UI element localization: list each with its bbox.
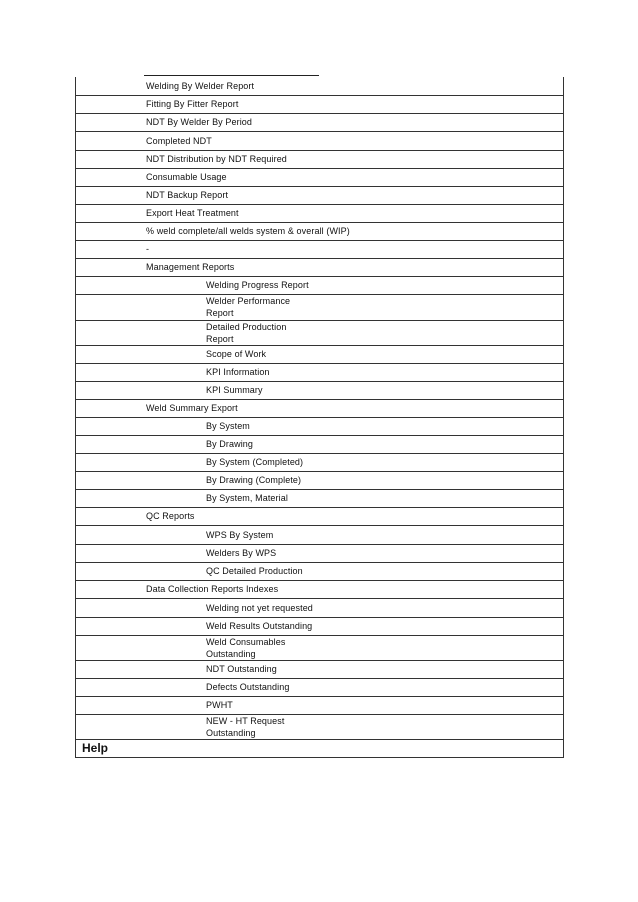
table-row — [75, 618, 564, 636]
help-label[interactable]: Help — [82, 741, 109, 755]
row-label: - — [146, 244, 150, 254]
report-table — [75, 77, 564, 758]
row-label: Fitting By Fitter Report — [146, 99, 239, 109]
row-label: Management Reports — [146, 262, 235, 272]
row-label: NDT Distribution by NDT Required — [146, 154, 287, 164]
table-row — [75, 454, 564, 472]
table-row — [75, 321, 564, 346]
table-row — [75, 277, 564, 295]
row-label: Welding Progress Report — [206, 280, 309, 290]
table-row — [75, 545, 564, 563]
row-label: Data Collection Reports Indexes — [146, 584, 279, 594]
row-label: Welders By WPS — [206, 548, 277, 558]
row-label: Completed NDT — [146, 135, 212, 146]
help-row — [75, 740, 564, 758]
row-label: Scope of Work — [206, 349, 267, 359]
table-row — [75, 697, 564, 715]
row-label: WPS By System — [206, 529, 274, 540]
table-row — [75, 114, 564, 132]
top-rule — [144, 75, 319, 76]
row-label: KPI Information — [206, 367, 270, 377]
row-label: NEW - HT Request Outstanding — [206, 716, 285, 738]
row-label: % weld complete/all welds system & overall (WIP) — [146, 226, 350, 236]
table-row — [75, 661, 564, 679]
row-label: PWHT — [206, 700, 233, 710]
table-row — [75, 636, 564, 661]
table-row — [75, 490, 564, 508]
row-label: By Drawing (Complete) — [206, 475, 302, 485]
row-label: Export Heat Treatment — [146, 208, 239, 218]
row-label: Detailed Production Report — [206, 322, 287, 344]
table-row — [75, 599, 564, 618]
table-row — [75, 96, 564, 114]
table-row — [75, 364, 564, 382]
table-row — [75, 187, 564, 205]
row-label: Defects Outstanding — [206, 682, 290, 692]
table-row — [75, 715, 564, 740]
table-row — [75, 382, 564, 400]
row-label: By System — [206, 421, 250, 431]
table-row — [75, 472, 564, 490]
table-row — [75, 436, 564, 454]
table-row — [75, 679, 564, 697]
table-row — [75, 563, 564, 581]
table-row — [75, 581, 564, 599]
table-row — [75, 259, 564, 277]
table-row — [75, 346, 564, 364]
row-label: Welder Performance Report — [206, 296, 291, 318]
table-row — [75, 508, 564, 526]
row-label: By System (Completed) — [206, 457, 304, 467]
table-row — [75, 205, 564, 223]
row-label: Welding By Welder Report — [146, 80, 255, 91]
row-label: By System, Material — [206, 493, 288, 503]
row-label: QC Detailed Production — [206, 566, 303, 576]
row-label: Weld Consumables Outstanding — [206, 637, 286, 659]
table-row — [75, 400, 564, 418]
table-row — [75, 418, 564, 436]
table-row — [75, 132, 564, 151]
row-label: KPI Summary — [206, 385, 263, 395]
table-row — [75, 77, 564, 96]
table-row — [75, 169, 564, 187]
row-label: QC Reports — [146, 511, 195, 521]
table-row — [75, 241, 564, 259]
table-row — [75, 151, 564, 169]
table-row — [75, 295, 564, 321]
row-label: NDT Backup Report — [146, 190, 229, 200]
table-row — [75, 223, 564, 241]
table-row — [75, 526, 564, 545]
row-label: Weld Summary Export — [146, 403, 238, 413]
row-label: Welding not yet requested — [206, 602, 313, 613]
row-label: By Drawing — [206, 439, 254, 449]
row-label: Weld Results Outstanding — [206, 621, 313, 631]
row-label: Consumable Usage — [146, 172, 227, 182]
row-label: NDT Outstanding — [206, 664, 277, 674]
row-label: NDT By Welder By Period — [146, 117, 253, 127]
